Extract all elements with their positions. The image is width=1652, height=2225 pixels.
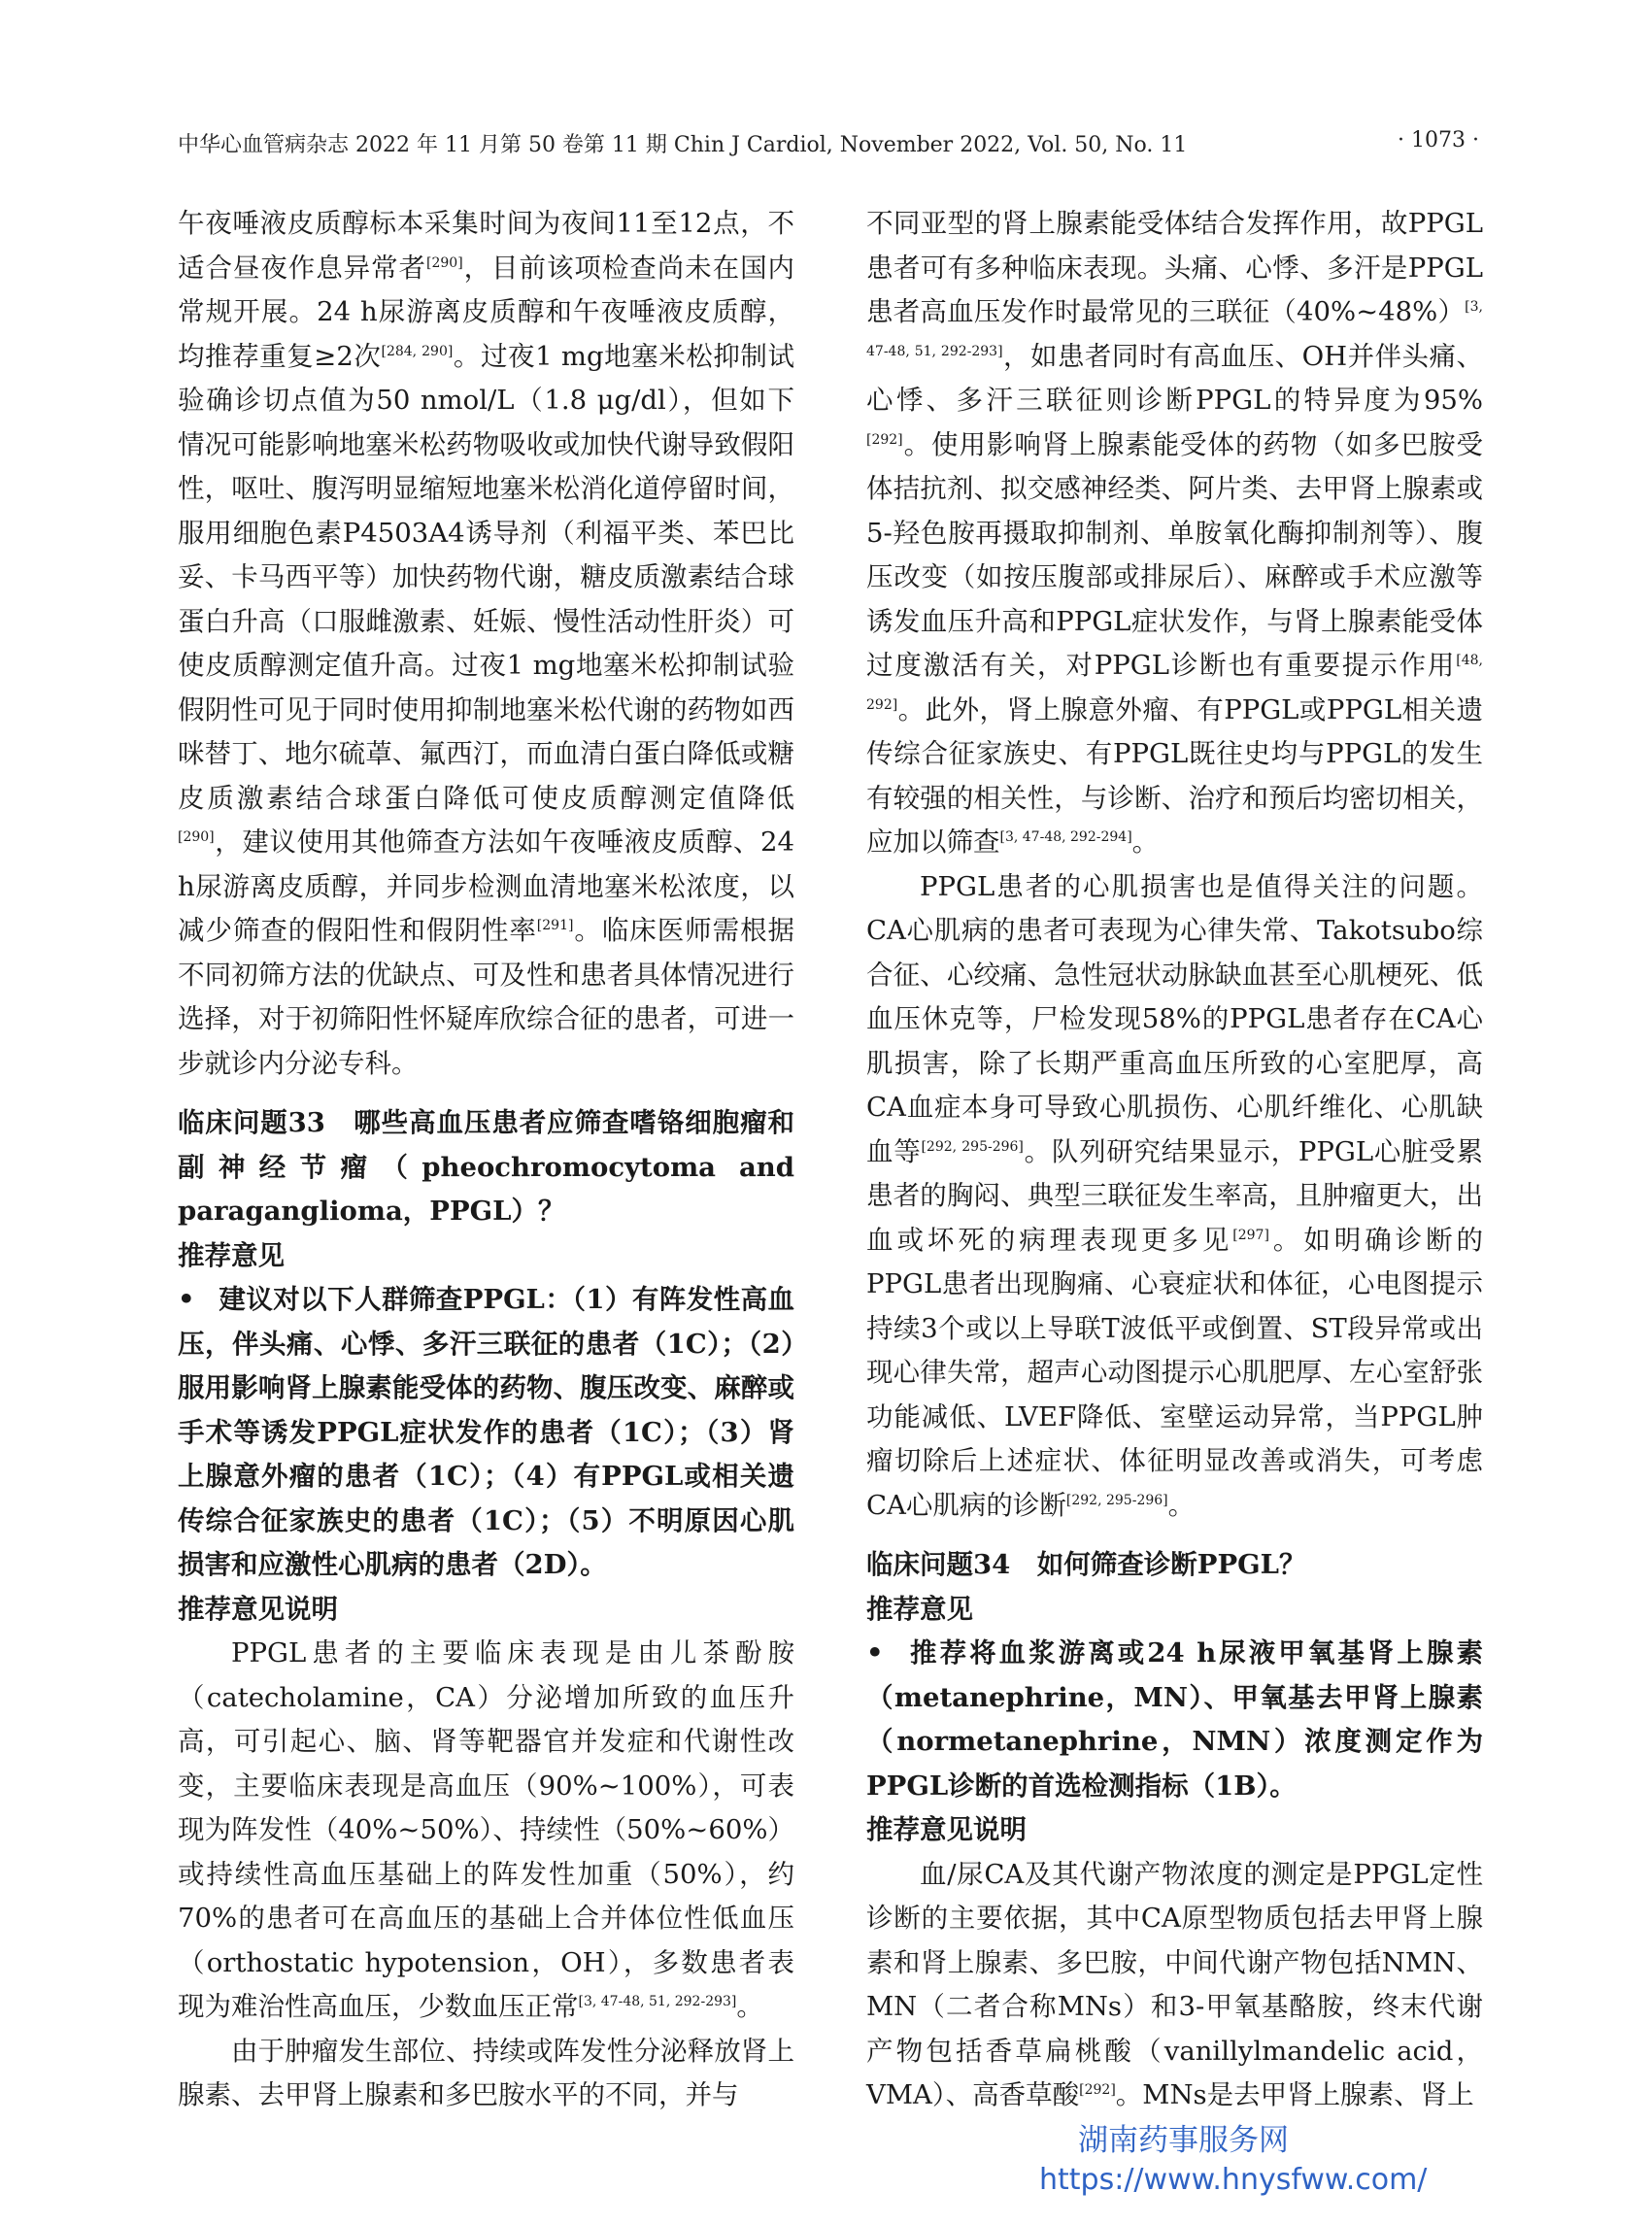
reference: [3, 47-48, 51, 292-293] bbox=[866, 298, 1483, 359]
paragraph-ppgl-manifestation: PPGL患者的主要临床表现是由儿茶酚胺（catecholamine，CA）分泌增加所致的血压升高，可引起心、脑、肾等靶器官并发症和代谢性改变，主要临床表现是高血压（90%~100%），可表现为阵发性（40%~50%）、持续性（50%~60%）或持续性高血压基础上的阵发性加重（50%），约70%的患者可在高血压的基础上合并体位性低血压（orthostatic hypotension，OH），多数患者表现为难治性高血压，少数血压正常[3, 47-48, 51, 292-293]。 bbox=[178, 1637, 794, 2022]
paragraph-cushing-screening: 午夜唾液皮质醇标本采集时间为夜间11至12点，不适合昼夜作息异常者[290]，目前该项检查尚未在国内常规开展。24 h尿游离皮质醇和午夜唾液皮质醇，均推荐重复≥2次[284, 290]。过夜1 mg地塞米松抑制试验确诊切点值为50 nmol/L（1.8 μg/dl），但如下情况可能影响地塞米松药物吸收或加快代谢导致假阳性，呕吐、腹泻明显缩短地塞米松消化道停留时间，服用细胞色素P4503A4诱导剂（利福平类、苯巴比妥、卡马西平等）加快药物代谢，糖皮质激素结合球蛋白升高（口服雌激素、妊娠、慢性活动性肝炎）可使皮质醇测定值升高。过夜1 mg地塞米松抑制试验假阴性可见于同时使用抑制地塞米松代谢的药物如西咪替丁、地尔硫䓬、氟西汀，而血清白蛋白降低或糖皮质激素结合球蛋白降低可使皮质醇测定值降低[290]，建议使用其他筛查方法如午夜唾液皮质醇、24 h尿游离皮质醇，并同步检测血清地塞米松浓度，以减少筛查的假阳性和假阴性率[291]。临床医师需根据不同初筛方法的优缺点、可及性和患者具体情况进行选择，对于初筛阳性怀疑库欣综合征的患者，可进一步就诊内分泌专科。 bbox=[178, 208, 795, 1079]
watermark bbox=[1039, 2121, 1486, 2218]
explanation-heading: 推荐意见说明 bbox=[178, 1593, 338, 1625]
recommendation-33: • 建议对以下人群筛查PPGL：（1）有阵发性高血压，伴头痛、心悸、多汗三联征的患者（1C）；（2）服用影响肾上腺素能受体的药物、腹压改变、麻醉或手术等诱发PPGL症状发作的患者（1C）；（3）肾上腺意外瘤的患者（1C）；（4）有PPGL或相关遗传综合征家族史的患者（1C）；（5）不明原因心肌损害和应激性心肌病的患者（2D）。 bbox=[178, 1278, 794, 1588]
paragraph-ca-metabolites: 血/尿CA及其代谢产物浓度的测定是PPGL定性诊断的主要依据，其中CA原型物质包括去甲肾上腺素和肾上腺素、多巴胺，中间代谢产物包括NMN、MN（二者合称MNs）和3-甲氧基酪胺，终末代谢产物包括香草扁桃酸（vanillylmandelic acid，VMA）、高香草酸[292]。MNs是去甲肾上腺素、肾上 bbox=[866, 1858, 1483, 2110]
reference: [3, 47-48, 292-294] bbox=[999, 828, 1132, 845]
paragraph-myocardial-damage: PPGL患者的心肌损害也是值得关注的问题。CA心肌病的患者可表现为心律失常、Takotsubo综合征、心绞痛、急性冠状动脉缺血甚至心肌梗死、低血压休克等，尸检发现58%的PPGL患者存在CA心肌损害，除了长期严重高血压所致的心室肥厚，高CA血症本身可导致心肌损伤、心肌纤维化、心肌缺血等[292, 295-296]。队列研究结果显示，PPGL心脏受累患者的胸闷、典型三联征发生率高，且肿瘤更大，出血或坏死的病理表现更多见[297]。如明确诊断的PPGL患者出现胸痛、心衰症状和体征，心电图提示持续3个或以上导联T波低平或倒置、ST段异常或出现心律失常，超声心动图提示心肌肥厚、左心室舒张功能减低、LVEF降低、室壁运动异常，当PPGL肿瘤切除后上述症状、体征明显改善或消失，可考虑CA心肌病的诊断[292, 295-296]。 bbox=[866, 870, 1484, 1521]
question-33-heading: 临床问题33 哪些高血压患者应筛查嗜铬细胞瘤和副神经节瘤（pheochromocytoma and paraganglioma，PPGL）？ bbox=[178, 1107, 794, 1227]
reference: [292, 295-296] bbox=[921, 1138, 1024, 1155]
reference: [291] bbox=[536, 917, 574, 933]
reference: [292] bbox=[866, 431, 903, 448]
reference: [48, 292] bbox=[866, 652, 1483, 713]
recommendation-heading: 推荐意见 bbox=[178, 1239, 285, 1271]
question-34-heading: 临床问题34 如何筛查诊断PPGL？ bbox=[866, 1549, 1306, 1580]
running-header bbox=[178, 128, 1479, 167]
reference: [290] bbox=[178, 828, 215, 845]
reference: [284, 290] bbox=[381, 343, 454, 359]
paragraph-tumor-secretion: 由于肿瘤发生部位、持续或阵发性分泌释放肾上腺素、去甲肾上腺素和多巴胺水平的不同，并与 bbox=[178, 2035, 794, 2110]
right-column bbox=[866, 202, 1484, 2110]
paragraph-receptor-subtypes: 不同亚型的肾上腺素能受体结合发挥作用，故PPGL患者可有多种临床表现。头痛、心悸、多汗是PPGL患者高血压发作时最常见的三联征（40%~48%）[3, 47-48, 51, 292-293]，如患者同时有高血压、OH并伴头痛、心悸、多汗三联征则诊断PPGL的特异度为95%[292]。使用影响肾上腺素能受体的药物（如多巴胺受体拮抗剂、拟交感神经类、阿片类、去甲肾上腺素或5-羟色胺再摄取抑制剂、单胺氧化酶抑制剂等）、腹压改变（如按压腹部或排尿后）、麻醉或手术应激等诱发血压升高和PPGL症状发作，与肾上腺素能受体过度激活有关，对PPGL诊断也有重要提示作用[48, 292]。此外，肾上腺意外瘤、有PPGL或PPGL相关遗传综合征家族史、有PPGL既往史均与PPGL的发生有较强的相关性，与诊断、治疗和预后均密切相关，应加以筛查[3, 47-48, 292-294]。 bbox=[866, 208, 1483, 858]
reference: [290] bbox=[426, 254, 463, 271]
recommendation-heading: 推荐意见 bbox=[866, 1593, 973, 1625]
reference: [292, 295-296] bbox=[1065, 1492, 1168, 1508]
watermark-url: https://www.hnysfww.com/ bbox=[1039, 2163, 1428, 2197]
explanation-heading: 推荐意见说明 bbox=[866, 1814, 1027, 1845]
reference: [3, 47-48, 51, 292-293] bbox=[578, 1993, 737, 2009]
bullet-icon: • bbox=[178, 1284, 195, 1315]
watermark-name: 湖南药事服务网 bbox=[1078, 2123, 1289, 2158]
bullet-icon: • bbox=[866, 1637, 884, 1669]
left-column bbox=[178, 202, 795, 2110]
journal-citation: 中华心血管病杂志 2022 年 11 月第 50 卷第 11 期 Chin J Cardiol, November 2022, Vol. 50, No. 11 bbox=[178, 133, 1188, 157]
reference: [297] bbox=[1232, 1227, 1269, 1243]
reference: [292] bbox=[1079, 2081, 1116, 2098]
page-number: · 1073 · bbox=[1398, 128, 1479, 152]
recommendation-34: • 推荐将血浆游离或24 h尿液甲氧基肾上腺素（metanephrine，MN）、甲氧基去甲肾上腺素（normetanephrine，NMN）浓度测定作为PPGL诊断的首选检测指标（1B）。 bbox=[866, 1632, 1483, 1808]
